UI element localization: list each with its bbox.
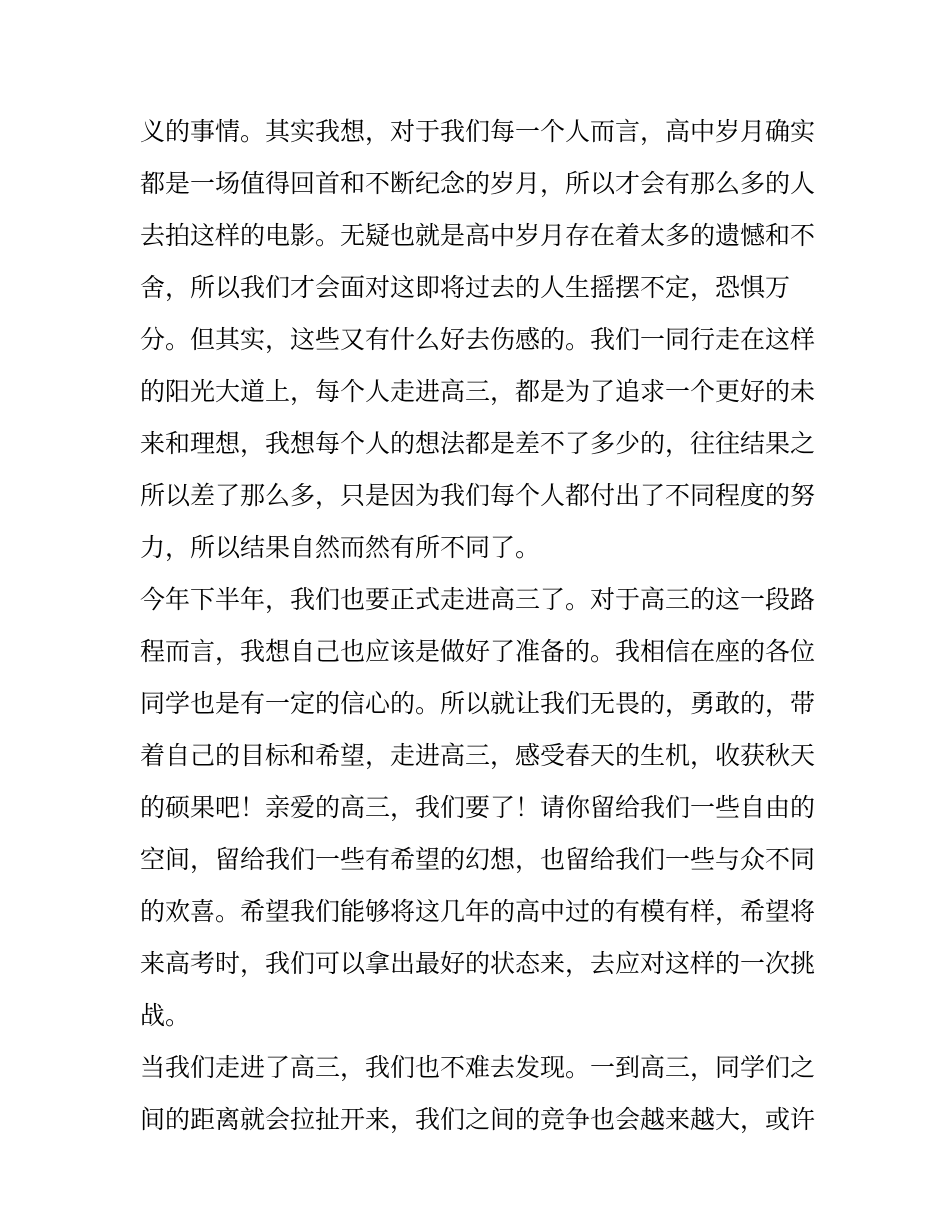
text-line: 空间，留给我们一些有希望的幻想，也留给我们一些与众不同 — [140, 845, 816, 874]
text-line: 程而言，我想自己也应该是做好了准备的。我相信在座的各位 — [140, 637, 816, 666]
text-line: 所以差了那么多，只是因为我们每个人都付出了不同程度的努 — [140, 481, 816, 510]
text-line: 力，所以结果自然而然有所不同了。 — [140, 533, 541, 562]
text-line: 间的距离就会拉扯开来，我们之间的竞争也会越来越大，或许 — [140, 1105, 816, 1134]
text-line: 都是一场值得回首和不断纪念的岁月，所以才会有那么多的人 — [140, 169, 816, 198]
body-text — [140, 106, 820, 1146]
text-line: 着自己的目标和希望，走进高三，感受春天的生机，收获秋天 — [140, 741, 816, 770]
text-line: 当我们走进了高三，我们也不难去发现。一到高三，同学们之 — [140, 1053, 816, 1082]
text-line: 来和理想，我想每个人的想法都是差不了多少的，往往结果之 — [140, 429, 816, 458]
text-line: 的阳光大道上，每个人走进高三，都是为了追求一个更好的未 — [140, 377, 816, 406]
text-line: 来高考时，我们可以拿出最好的状态来，去应对这样的一次挑 — [140, 949, 816, 978]
text-line: 舍，所以我们才会面对这即将过去的人生摇摆不定，恐惧万 — [140, 273, 791, 302]
text-line: 战。 — [140, 1001, 191, 1030]
text-line: 的硕果吧！亲爱的高三，我们要了！请你留给我们一些自由的 — [140, 793, 816, 822]
text-line: 今年下半年，我们也要正式走进高三了。对于高三的这一段路 — [140, 585, 816, 614]
text-line: 分。但其实，这些又有什么好去伤感的。我们一同行走在这样 — [140, 325, 816, 354]
text-line: 去拍这样的电影。无疑也就是高中岁月存在着太多的遗憾和不 — [140, 221, 816, 250]
text-line: 的欢喜。希望我们能够将这几年的高中过的有模有样，希望将 — [140, 897, 816, 926]
text-line: 同学也是有一定的信心的。所以就让我们无畏的，勇敢的，带 — [140, 689, 816, 718]
text-line: 义的事情。其实我想，对于我们每一个人而言，高中岁月确实 — [140, 117, 816, 146]
